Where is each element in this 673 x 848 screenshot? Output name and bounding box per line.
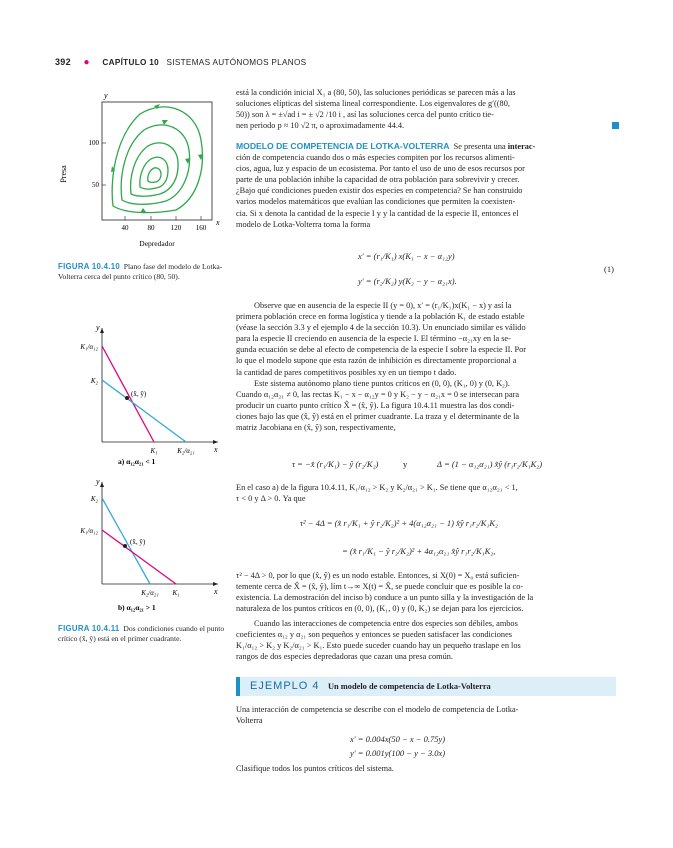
fig2a-sublabel: a) α₁₂α₂₁ < 1 (118, 457, 156, 466)
figure-phase-plane (58, 88, 230, 258)
para1-line-3: (véase la sección 3.3 y el ejemplo 4 de la sección 10.3). Un enunciado similar es válido (236, 323, 526, 333)
orbit-inner (148, 168, 161, 183)
equation-t2-line-1: τ² − 4Δ = (x̂ r₁/K₁ + ŷ r₂/K₂)² + 4(α₁₂α₂₁ − 1) x̂ŷ r₁r₂/K₁K₂ (300, 518, 498, 528)
fig2b-xtick-1: K₂/α₂₁ (141, 589, 159, 597)
figure-competition-b (58, 476, 230, 620)
equation-t2-line-2: = (x̂ r₁/K₁ − ŷ r₂/K₂)² + 4α₁₂α₂₁ x̂ŷ r₁r₂/K₁K₂, (342, 546, 496, 556)
para1-line-6: lo que el modelo supone que esta razón de inhibición es directamente proporcional a (236, 356, 517, 366)
section-line-2: cios, agua, luz y espacio de un ecosistema. Por tanto el uso de uno de esos recursos por (236, 164, 525, 174)
section-line-5: varios modelos matemáticos que evalúan las condiciones que permiten la coexisten- (236, 197, 516, 207)
section-line-7: modelo de Lotka-Volterra toma la forma (236, 219, 371, 229)
running-header (55, 57, 306, 68)
equation-delta: Δ = (1 − α₁₂α₂₁) x̂ŷ (r₁r₂/K₁K₂) (437, 459, 543, 469)
para4-line-4: naturaleza de los puntos críticos en (0, 0), (K₁, 0) y (0, K₂) se dejan para los ejercicios. (236, 604, 524, 614)
fig2b-point-label: (x̂, ŷ) (130, 538, 146, 546)
fig1-y-label: y (104, 91, 108, 100)
intro-line-3: 50)) son λ = ±√ad i = ± √2 /10 i , así las soluciones cerca del punto crítico tie- (236, 110, 494, 120)
fig2b-y-label: y (96, 477, 100, 486)
equation-1-line-2: y′ = (r₂/K₂) y(K₂ − y − α₂₁x). (358, 276, 457, 286)
chapter-label: CAPÍTULO 10 (102, 58, 159, 67)
example-label: EJEMPLO 4 (250, 680, 320, 692)
paragraph-5 (236, 618, 619, 662)
fig1-y-title: Presa (59, 165, 68, 183)
page-number: 392 (55, 57, 71, 67)
example-line-2: Volterra (236, 716, 263, 726)
fig2b-critical-point (123, 544, 127, 548)
end-of-example-icon (612, 122, 619, 129)
fig2a-xtick-2: K₂/α₂₁ (177, 447, 195, 455)
section-intro: Se presenta una (453, 142, 506, 151)
example-closing: Clasifique todos los puntos críticos del sistema. (236, 764, 394, 773)
para1-line-4: para la especie II creciendo en ausencia de la especie I. El término −α₂₁xy en la se- (236, 334, 511, 344)
equation-1-line-1: x′ = (r₁/K₁) x(K₁ − x − α₁₂y) (358, 251, 455, 261)
example-header (236, 677, 616, 696)
fig1-xtick-80: 80 (147, 224, 155, 232)
para5-line-2: coeficientes α₁₂ y α₂₁ son pequeños y entonces se pueden satisfacer las condiciones (236, 630, 512, 640)
fig1-caption-text: Plano fase del modelo de Lotka-Volterra cerca del punto crítico (80, 50). (58, 262, 223, 281)
para4-line-2: temente cerca de X̂ = (x̂, ŷ), lím t→∞ X(t) = X̂, se puede concluir que es posible la co- (236, 582, 524, 592)
fig1-frame (102, 102, 212, 220)
fig1-xtick-40: 40 (121, 224, 129, 232)
fig1-ytick-50: 50 (92, 181, 99, 189)
fig2b-x-label: x (214, 587, 218, 596)
para5-line-1: Cuando las interacciones de competencia entre dos especies son débiles, ambos (254, 619, 518, 628)
intro-line-2: soluciones elípticas del sistema lineal correspondiente. Los eigenvalores de g′((80, (236, 99, 510, 109)
paragraph-1 (236, 300, 619, 378)
fig1-xtick-120: 120 (170, 224, 182, 232)
fig1-x-label: x (216, 218, 220, 227)
paragraph-3 (236, 482, 619, 504)
section-title: MODELO DE COMPETENCIA DE LOTKA-VOLTERRA (236, 141, 450, 151)
fig2a-line-magenta (102, 346, 154, 442)
fig2a-xtick-1: K₁ (150, 447, 158, 455)
chapter-title: SISTEMAS AUTÓNOMOS PLANOS (166, 58, 307, 67)
example-eq-2: y′ = 0.001y(100 − y − 3.0x) (350, 748, 446, 758)
paragraph-4 (236, 570, 619, 614)
intro-line-4-text: nen periodo p ≈ 10 √2 π, o aproximadamente 44.4. (236, 121, 405, 131)
bullet-icon: ● (83, 57, 90, 68)
fig1-xtick-160: 160 (195, 224, 207, 232)
para1-line-5: gunda ecuación se debe al efecto de competencia de la especie I sobre la especie II. Por (236, 345, 527, 355)
para2-line-5: matriz Jacobiana en (x̂, ŷ) son, respectivamente, (236, 423, 396, 433)
para5-line-4: rangos de dos especies depredadoras que cazan una presa común. (236, 652, 454, 662)
para2-line-1: Este sistema autónomo plano tiene puntos críticos en (0, 0), (K₁, 0) y (0, K₂). (254, 379, 510, 388)
fig1-caption (58, 262, 228, 282)
section-line-6: cia. Si x denota la cantidad de la especie I y y la cantidad de la especie II, entonces el (236, 208, 519, 218)
section-line-3: parte de una población inhibe la capacidad de otra población para sobrevivir y crecer. (236, 175, 520, 185)
para3-line-2: τ < 0 y Δ > 0. Ya que (236, 494, 306, 504)
intro-line-1: está la condición inicial X₁ a (80, 50), las soluciones periódicas se parecen más a las (236, 88, 516, 97)
fig2b-ytick-low: K₁/α₁₂ (80, 527, 98, 535)
section-line-4: ¿Bajo qué condiciones pueden existir dos especies en competencia? Se han construido (236, 186, 523, 196)
fig1-ytick-100: 100 (88, 139, 99, 147)
fig1-arrows (111, 104, 203, 213)
example-line-1: Una interacción de competencia se describe con el modelo de competencia de Lotka- (236, 705, 519, 714)
intro-paragraph (236, 87, 619, 131)
fig2a-ytick-low: K₂ (90, 377, 98, 385)
para4-line-3: existencia. La demostración del inciso b) conduce a un punto silla y la investigación de la (236, 593, 534, 603)
para1-line-7: la cantidad de pares competitivos posibles xy en un tiempo t dado. (236, 367, 457, 377)
para2-line-4: ciones bajo las que (x̂, ŷ) está en el primer cuadrante. La traza y el determinante de la (236, 412, 520, 422)
fig2a-ytick-top: K₁/α₁₂ (80, 343, 98, 351)
orbit-4 (140, 157, 168, 189)
equation-and-word: y (403, 459, 408, 469)
fig1-x-title: Depredador (139, 239, 175, 248)
fig2-caption-label: FIGURA 10.4.11 (58, 624, 120, 633)
para3-line-1: En el caso a) de la figura 10.4.11, K₁/α₁₂ > K₂ y K₂/α₂₁ > K₁. Se tiene que α₁₂α₂₁ < 1, (236, 483, 518, 492)
example-eq-1: x′ = 0.004x(50 − x − 0.75y) (350, 734, 446, 744)
para4-line-1: τ² − 4Δ > 0, por lo que (x̂, ŷ) es un nodo estable. Entonces, si X(0) = X₀ está suficien- (236, 571, 520, 580)
example-title: Un modelo de competencia de Lotka-Volterra (328, 682, 491, 691)
para2-line-3: producir un cuarto punto crítico X̂ = (x̂, ŷ). La figura 10.4.11 muestra las dos condi- (236, 401, 515, 411)
competition-section (236, 141, 619, 230)
section-line-1: ción de competencia cuando dos o más especies compiten por los recursos alimenti- (236, 153, 515, 163)
section-bold: interac- (507, 142, 536, 151)
fig2b-ytick-top: K₂ (90, 495, 98, 503)
para5-line-3: K₁/α₁₂ > K₂ y K₂/α₂₁ > K₁. Esto puede suceder cuando hay un pequeño traslape en los (236, 641, 521, 651)
para1-line-1: Observe que en ausencia de la especie II (y = 0), x′ = (r₁/K₁)x(K₁ − x) y así la (254, 301, 512, 310)
fig2b-sublabel: b) α₁₂α₂₁ > 1 (118, 603, 156, 612)
fig2b-xtick-2: K₁ (172, 589, 180, 597)
fig2a-y-label: y (96, 323, 100, 332)
equation-tau: τ = −x̂ (r₁/K₁) − ŷ (r₂/K₂) (292, 459, 379, 469)
para2-line-2: Cuando α₁₂α₂₁ ≠ 0, las rectas K₁ − x − α₁₂y = 0 y K₂ − y − α₂₁x = 0 se intersecan para (236, 390, 520, 400)
fig2a-point-label: (x̂, ŷ) (131, 390, 147, 398)
intro-line-4 (236, 120, 619, 131)
figure-competition-a (58, 322, 230, 466)
para1-line-2: primera población crece en forma logística y tiende a la población K₁ de estado estable (236, 312, 525, 322)
equation-1-number: (1) (604, 264, 614, 274)
fig2a-x-label: x (214, 445, 218, 454)
fig1-caption-label: FIGURA 10.4.10 (58, 262, 120, 271)
example-body (236, 704, 619, 726)
fig2-caption-text: Dos condiciones cuando el punto crítico (x̂, ŷ) está en el primer cuadrante. (58, 624, 225, 643)
fig2a-critical-point (125, 396, 129, 400)
fig2-caption (58, 624, 228, 644)
paragraph-2 (236, 378, 619, 433)
